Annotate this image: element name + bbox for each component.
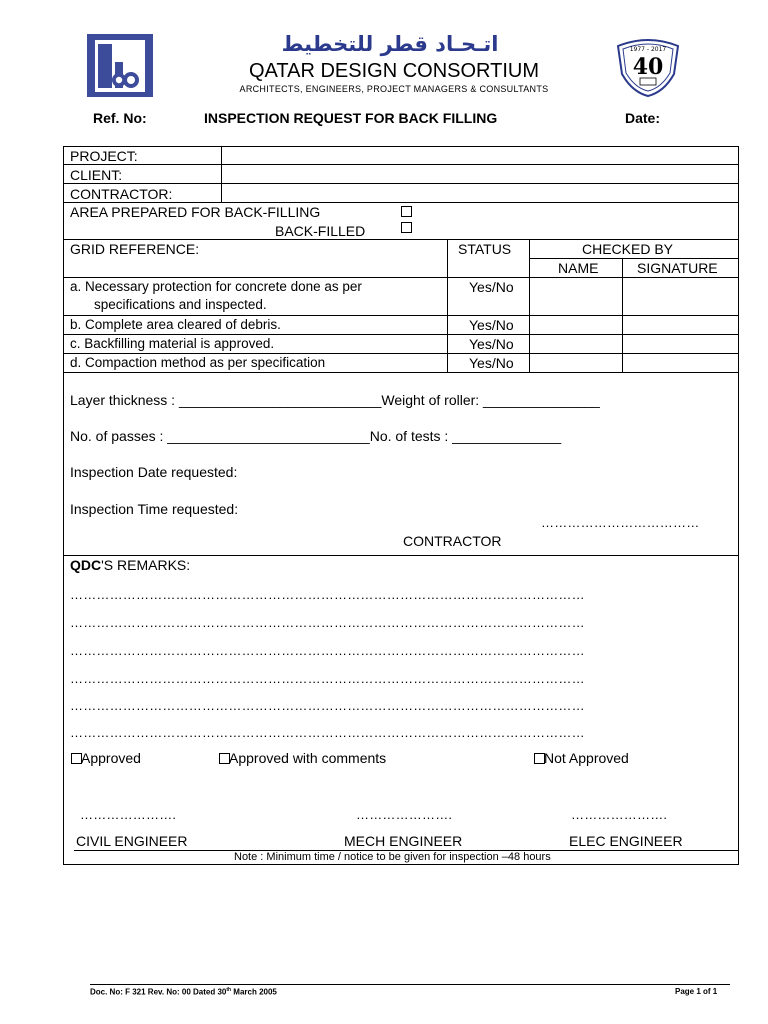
- passes-tests-line: No. of passes : __________________________No. of tests : ______________: [70, 428, 562, 444]
- mech-engineer-label: MECH ENGINEER: [344, 833, 463, 849]
- company-subtitle: ARCHITECTS, ENGINEERS, PROJECT MANAGERS & CONSULTANTS: [239, 84, 549, 94]
- approved-with-comments-label: Approved with comments: [229, 750, 387, 766]
- name-header: NAME: [558, 260, 599, 276]
- layer-thickness-line: Layer thickness : __________________________Weight of roller: _______________: [70, 392, 600, 408]
- remarks-line: ………………………………………………………………………………………………………: [70, 615, 585, 630]
- client-label: CLIENT:: [70, 167, 123, 183]
- inspection-form: [63, 146, 739, 865]
- badge-years: 1977 - 2017: [629, 46, 667, 53]
- not-approved-label: Not Approved: [544, 750, 629, 766]
- checked-by-header: CHECKED BY: [582, 241, 674, 257]
- area-prepared-checkbox[interactable]: [401, 206, 412, 217]
- form-title: INSPECTION REQUEST FOR BACK FILLING: [204, 110, 498, 126]
- grid-reference-label: GRID REFERENCE:: [70, 241, 200, 257]
- status-header: STATUS: [458, 241, 512, 257]
- anniversary-shield-icon: [614, 36, 682, 98]
- civil-engineer-signature-line: ………………….: [80, 807, 177, 822]
- qdc-logo-mark: [95, 40, 145, 92]
- item-b-text: b. Complete area cleared of debris.: [70, 317, 281, 332]
- item-a-line2: specifications and inspected.: [94, 297, 267, 312]
- anniversary-badge: [614, 36, 682, 98]
- item-a-status: Yes/No: [469, 279, 514, 295]
- company-name-arabic: اتـحـاد قطر للتخطيط: [281, 32, 499, 56]
- contractor-label: CONTRACTOR:: [70, 186, 173, 202]
- item-d-status: Yes/No: [469, 355, 514, 371]
- remarks-line: ………………………………………………………………………………………………………: [70, 587, 585, 602]
- inspection-date-label: Inspection Date requested:: [70, 464, 238, 480]
- back-filled-checkbox[interactable]: [401, 222, 412, 233]
- item-c-status: Yes/No: [469, 336, 514, 352]
- badge-number: 40: [632, 54, 664, 80]
- project-label: PROJECT:: [70, 148, 138, 164]
- signature-header: SIGNATURE: [637, 260, 718, 276]
- contractor-label-bottom: CONTRACTOR: [403, 533, 502, 549]
- inspection-time-label: Inspection Time requested:: [70, 501, 239, 517]
- civil-engineer-label: CIVIL ENGINEER: [76, 833, 188, 849]
- remarks-line: ………………………………………………………………………………………………………: [70, 725, 585, 740]
- item-b-status: Yes/No: [469, 317, 514, 333]
- item-a-line1: a. Necessary protection for concrete done as per: [70, 279, 362, 294]
- mech-engineer-signature-line: ………………….: [356, 807, 453, 822]
- approved-label: Approved: [81, 750, 141, 766]
- area-prepared-label: AREA PREPARED FOR BACK-FILLING: [70, 204, 321, 220]
- back-filled-label: BACK-FILLED: [275, 223, 366, 239]
- elec-engineer-label: ELEC ENGINEER: [569, 833, 683, 849]
- date-label: Date:: [625, 110, 661, 126]
- item-c-text: c. Backfilling material is approved.: [70, 336, 275, 351]
- document-number: Doc. No: F 321 Rev. No: 00 Dated 30th March 2005: [90, 987, 277, 997]
- inspection-notice-note: Note : Minimum time / notice to be given for inspection –48 hours: [234, 851, 551, 863]
- item-d-text: d. Compaction method as per specification: [70, 355, 326, 370]
- remarks-line: ………………………………………………………………………………………………………: [70, 698, 585, 713]
- footer-divider: [90, 984, 730, 985]
- qdc-remarks-label: QDC'S REMARKS:: [70, 557, 191, 573]
- company-name: QATAR DESIGN CONSORTIUM: [248, 60, 540, 82]
- company-logo: [87, 34, 153, 97]
- remarks-line: ………………………………………………………………………………………………………: [70, 671, 585, 686]
- page-number: Page 1 of 1: [675, 987, 718, 996]
- remarks-line: ………………………………………………………………………………………………………: [70, 643, 585, 658]
- ref-no-label: Ref. No:: [93, 110, 147, 126]
- contractor-signature-line: ………………………………: [541, 515, 700, 530]
- elec-engineer-signature-line: ………………….: [571, 807, 668, 822]
